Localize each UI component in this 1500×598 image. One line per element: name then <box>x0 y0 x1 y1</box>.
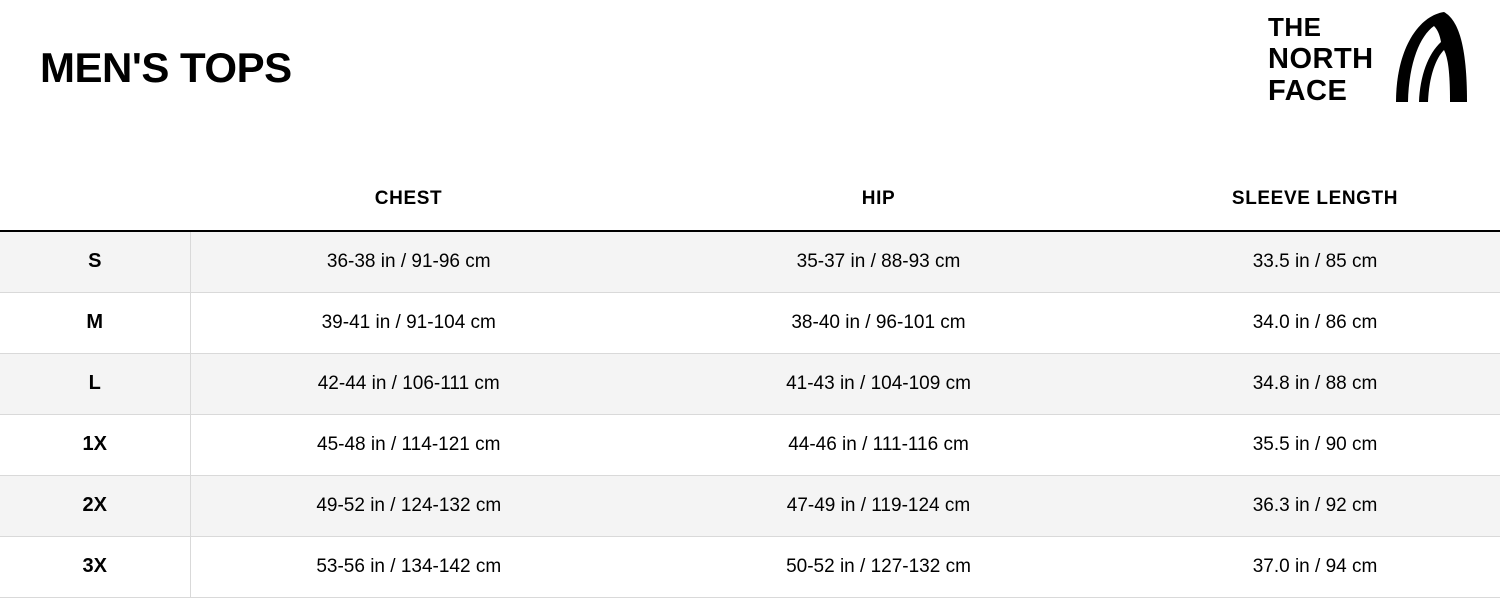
hip-value: 38-40 in / 96-101 cm <box>627 292 1130 353</box>
svg-text:FACE: FACE <box>1268 75 1348 106</box>
chest-value: 49-52 in / 124-132 cm <box>190 475 627 536</box>
size-chart-table <box>0 168 1500 598</box>
sleeve-value: 35.5 in / 90 cm <box>1130 414 1500 475</box>
size-label: L <box>0 353 190 414</box>
column-header-sleeve-length: SLEEVE LENGTH <box>1130 168 1500 231</box>
size-label: 3X <box>0 536 190 597</box>
chest-value: 45-48 in / 114-121 cm <box>190 414 627 475</box>
sleeve-value: 34.0 in / 86 cm <box>1130 292 1500 353</box>
table-row <box>0 231 1500 292</box>
table-row <box>0 353 1500 414</box>
size-label: 2X <box>0 475 190 536</box>
hip-value: 44-46 in / 111-116 cm <box>627 414 1130 475</box>
size-label: M <box>0 292 190 353</box>
hip-value: 35-37 in / 88-93 cm <box>627 231 1130 292</box>
table-row <box>0 414 1500 475</box>
chest-value: 42-44 in / 106-111 cm <box>190 353 627 414</box>
sleeve-value: 33.5 in / 85 cm <box>1130 231 1500 292</box>
column-header-chest: CHEST <box>190 168 627 231</box>
table-header-row <box>0 168 1500 231</box>
table-row <box>0 292 1500 353</box>
hip-value: 47-49 in / 119-124 cm <box>627 475 1130 536</box>
column-header-size <box>0 168 190 231</box>
chest-value: 36-38 in / 91-96 cm <box>190 231 627 292</box>
chest-value: 39-41 in / 91-104 cm <box>190 292 627 353</box>
sleeve-value: 34.8 in / 88 cm <box>1130 353 1500 414</box>
the-north-face-logo <box>1268 10 1468 106</box>
svg-text:THE: THE <box>1268 12 1322 42</box>
chest-value: 53-56 in / 134-142 cm <box>190 536 627 597</box>
size-label: 1X <box>0 414 190 475</box>
page-title: MEN'S TOPS <box>40 44 292 91</box>
table-row <box>0 536 1500 597</box>
svg-text:NORTH: NORTH <box>1268 43 1374 75</box>
column-header-hip: HIP <box>627 168 1130 231</box>
hip-value: 50-52 in / 127-132 cm <box>627 536 1130 597</box>
table-row <box>0 475 1500 536</box>
size-label: S <box>0 231 190 292</box>
sleeve-value: 36.3 in / 92 cm <box>1130 475 1500 536</box>
hip-value: 41-43 in / 104-109 cm <box>627 353 1130 414</box>
sleeve-value: 37.0 in / 94 cm <box>1130 536 1500 597</box>
